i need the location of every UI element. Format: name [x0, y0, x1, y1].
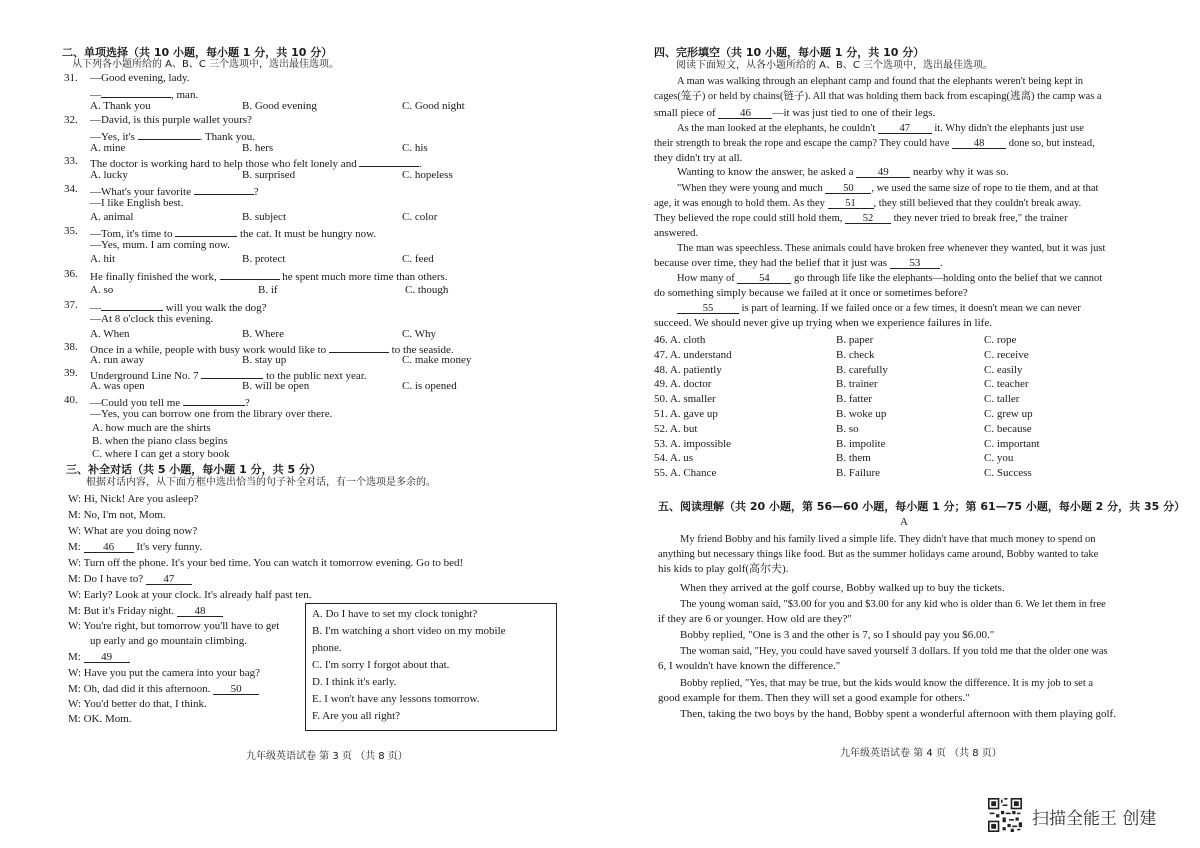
- cloze-option-52-b: B. so: [836, 422, 859, 435]
- cloze-line-6: they didn't try at all.: [654, 152, 743, 164]
- q31-line2: — , man.: [90, 86, 198, 102]
- reading-line-12: Then, taking the two boys by the hand, Bobby spent a wonderful afternoon with them playing golf.: [680, 708, 1116, 720]
- q32-line2: —Yes, it's . Thank you.: [90, 128, 255, 144]
- q40-line2: —Yes, you can borrow one from the library over there.: [90, 408, 333, 420]
- q35-option-b: B. protect: [242, 253, 286, 265]
- q33-line1: The doctor is working hard to help those who felt lonely and .: [90, 155, 422, 171]
- cloze-option-55-c: C. Success: [984, 467, 1032, 480]
- cloze-line-1: A man was walking through an elephant camp and found that the elephants weren't being kept in: [677, 76, 1084, 87]
- qr-code-icon: [988, 798, 1022, 832]
- section4-title: 四、完形填空（共 10 小题，每小题 1 分，共 10 分）: [654, 46, 925, 59]
- q31-option-b: B. Good evening: [242, 100, 317, 112]
- box-option-e: E. I won't have any lessons tomorrow.: [312, 693, 480, 705]
- box-option-a: A. Do I have to set my clock tonight?: [312, 608, 478, 620]
- cloze-line-10: They believed the rope could still hold them, 52 they never tried to break free," the trainer: [654, 213, 1068, 224]
- box-option-b-line2: phone.: [312, 642, 342, 654]
- cloze-option-53-a: 53. A. impossible: [654, 437, 732, 450]
- q35-option-a: A. hit: [90, 253, 116, 265]
- q37-option-a: A. When: [90, 328, 130, 340]
- q33-option-a: A. lucky: [90, 169, 128, 181]
- reading-line-10: Bobby replied, "Yes, that may be true, but the kids would know the difference. It is my job to set a: [680, 678, 1094, 689]
- cloze-line-15: do something simply because we failed at it once or sometimes before?: [654, 287, 968, 299]
- dialogue-line-1: W: Hi, Nick! Are you asleep?: [68, 493, 199, 505]
- cloze-option-48-a: 48. A. patiently: [654, 363, 722, 376]
- q35-option-c: C. feed: [402, 253, 434, 265]
- cloze-option-53-c: C. important: [984, 437, 1040, 450]
- box-option-f: F. Are you all right?: [312, 710, 401, 722]
- passage-a-label: A: [900, 516, 908, 528]
- q36-option-c: C. though: [405, 284, 449, 296]
- reading-line-2: anything but necessary things like food. But as the summer holidays came around, Bobby wanted to take: [658, 549, 1099, 560]
- cloze-option-52-a: 52. A. but: [654, 422, 698, 435]
- q37-number: 37.: [64, 299, 78, 311]
- dialogue-line-6: M: Do I have to? 47: [68, 573, 192, 586]
- q34-option-c: C. color: [402, 211, 438, 223]
- section2-title: 二、单项选择（共 10 小题，每小题 1 分，共 10 分）: [62, 46, 333, 59]
- q40-option-c: C. where I can get a story book: [92, 448, 230, 460]
- q33-option-b: B. surprised: [242, 169, 296, 181]
- dialogue-line-5: W: Turn off the phone. It's your bed time. You can watch it tomorrow evening. Go to bed!: [68, 557, 464, 569]
- dialogue-line-2: M: No, I'm not, Mom.: [68, 509, 166, 521]
- cloze-option-51-a: 51. A. gave up: [654, 408, 718, 420]
- cloze-line-12: The man was speechless. These animals could have broken free whenever they wanted, but it was just: [677, 243, 1106, 254]
- cloze-option-54-b: B. them: [836, 452, 871, 465]
- box-option-c: C. I'm sorry I forgot about that.: [312, 659, 450, 671]
- q36-number: 36.: [64, 268, 78, 280]
- q31-option-c: C. Good night: [402, 100, 465, 112]
- cloze-option-48-c: C. easily: [984, 363, 1023, 376]
- q34-number: 34.: [64, 183, 78, 195]
- cloze-option-50-b: B. fatter: [836, 393, 873, 406]
- cloze-option-50-c: C. taller: [984, 393, 1020, 406]
- cloze-line-7: Wanting to know the answer, he asked a 49 nearby why it was so.: [677, 166, 1009, 178]
- cloze-option-55-b: B. Failure: [836, 467, 880, 480]
- section3-title: 三、补全对话（共 5 小题，每小题 1 分，共 5 分）: [66, 463, 321, 476]
- q31-number: 31.: [64, 72, 78, 84]
- cloze-line-16: 55 is part of learning. If we failed once or a few times, it doesn't mean we can never: [677, 302, 1081, 315]
- q35-line1: —Tom, it's time to the cat. It must be hungry now.: [90, 225, 376, 241]
- q38-option-b: B. stay up: [242, 354, 287, 366]
- section4-instruction: 阅读下面短文，从各小题所给的 A、B、C 三个选项中，选出最佳选项。: [676, 60, 994, 71]
- dialogue-line-12: M: Oh, dad did it this afternoon. 50: [68, 683, 259, 696]
- options-box: [305, 603, 557, 731]
- dialogue-line-10: M: 49: [68, 651, 130, 664]
- cloze-line-11: answered.: [654, 227, 699, 239]
- q40-option-a: A. how much are the shirts: [92, 422, 211, 434]
- q40-option-b: B. when the piano class begins: [92, 435, 228, 447]
- q39-line1: Underground Line No. 7 to the public next year.: [90, 367, 367, 383]
- watermark-text: 扫描全能王 创建: [1032, 809, 1157, 829]
- q38-option-c: C. make money: [402, 354, 472, 366]
- reading-line-9: 6, I wouldn't have known the difference.": [658, 660, 841, 672]
- q32-option-a: A. mine: [90, 142, 126, 154]
- q36-line1: He finally finished the work, he spent much more time than others.: [90, 268, 448, 284]
- dialogue-line-11: W: Have you put the camera into your bag?: [68, 667, 261, 679]
- cloze-line-17: succeed. We should never give up trying when we experience failures in life.: [654, 317, 992, 329]
- q39-number: 39.: [64, 367, 78, 379]
- q32-option-b: B. hers: [242, 142, 274, 154]
- cloze-option-47-c: C. receive: [984, 348, 1029, 361]
- q37-option-c: C. Why: [402, 328, 437, 340]
- right-page-footer: 九年级英语试卷 第 4 页 （共 8 页）: [840, 748, 1002, 759]
- q37-line1: — will you walk the dog?: [90, 299, 267, 315]
- box-option-d: D. I think it's early.: [312, 676, 397, 688]
- dialogue-line-8: M: But it's Friday night. 48: [68, 605, 223, 618]
- cloze-option-51-b: B. woke up: [836, 408, 887, 420]
- box-option-b-line1: B. I'm watching a short video on my mobile: [312, 625, 506, 637]
- reading-line-1: My friend Bobby and his family lived a simple life. They didn't have that much money to spend on: [680, 534, 1096, 545]
- q38-line1: Once in a while, people with busy work would like to to the seaside.: [90, 341, 454, 357]
- q35-line2: —Yes, mum. I am coming now.: [90, 239, 230, 251]
- section5-title: 五、阅读理解（共 20 小题，第 56—60 小题，每小题 1 分；第 61—75 小题，每小题 2 分，共 35 分）: [658, 500, 1186, 513]
- section2-instruction: 从下列各小题所给的 A、B、C 三个选项中，选出最佳选项。: [72, 59, 340, 70]
- q31-option-a: A. Thank you: [90, 100, 151, 112]
- cloze-option-49-b: B. trainer: [836, 378, 878, 391]
- cloze-line-5: their strength to break the rope and escape the camp? They could have 48 done so, but instead,: [654, 138, 1095, 149]
- cloze-line-8: "When they were young and much 50 , we used the same size of rope to tie them, and at that: [677, 183, 1099, 194]
- reading-line-7: Bobby replied, "One is 3 and the other is 7, so I should pay you $6.00.": [680, 629, 995, 641]
- q33-option-c: C. hopeless: [402, 169, 453, 181]
- q35-number: 35.: [64, 225, 78, 237]
- q39-option-a: A. was open: [90, 380, 145, 392]
- cloze-option-51-c: C. grew up: [984, 408, 1033, 420]
- cloze-option-52-c: C. because: [984, 422, 1032, 435]
- cloze-option-55-a: 55. A. Chance: [654, 467, 717, 480]
- cloze-option-54-c: C. you: [984, 452, 1014, 465]
- q34-line2: —I like English best.: [90, 197, 184, 209]
- cloze-line-4: As the man looked at the elephants, he couldn't 47 it. Why didn't the elephants just use: [677, 123, 1084, 134]
- cloze-option-49-a: 49. A. doctor: [654, 378, 712, 391]
- section3-instruction: 根据对话内容，从下面方框中选出恰当的句子补全对话，有一个选项是多余的。: [86, 477, 436, 488]
- reading-line-6: if they are 6 or younger. How old are they?": [658, 613, 852, 625]
- cloze-line-3: small piece of 46 —it was just tied to one of their legs.: [654, 107, 936, 119]
- reading-line-3: his kids to play golf(高尔夫).: [658, 563, 789, 575]
- q34-option-a: A. animal: [90, 211, 134, 223]
- dialogue-line-9b: up early and go mountain climbing.: [90, 635, 248, 647]
- q37-option-b: B. Where: [242, 328, 284, 340]
- cloze-line-2: cages(笼子) or held by chains(链子). All that was holding them back from escaping(逃离) the camp was a: [654, 91, 1102, 102]
- cloze-option-50-a: 50. A. smaller: [654, 393, 716, 406]
- q34-option-b: B. subject: [242, 211, 286, 223]
- q32-option-c: C. his: [402, 142, 428, 154]
- q33-number: 33.: [64, 155, 78, 167]
- dialogue-line-3: W: What are you doing now?: [68, 525, 198, 537]
- left-page-footer: 九年级英语试卷 第 3 页 （共 8 页）: [246, 751, 408, 762]
- cloze-line-13: because over time, they had the belief that it just was 53 .: [654, 257, 943, 269]
- q34-line1: —What's your favorite ?: [90, 183, 259, 199]
- q32-line1: —David, is this purple wallet yours?: [90, 114, 252, 126]
- q38-number: 38.: [64, 341, 78, 353]
- right-page: [600, 0, 1200, 848]
- q39-option-b: B. will be open: [242, 380, 310, 392]
- dialogue-line-9a: W: You're right, but tomorrow you'll have to get: [68, 620, 280, 632]
- reading-line-8: The woman said, "Hey, you could have saved yourself 3 dollars. If you told me that the older one was: [680, 646, 1108, 657]
- cloze-option-47-a: 47. A. understand: [654, 348, 732, 361]
- cloze-option-54-a: 54. A. us: [654, 452, 694, 465]
- q31-line1: —Good evening, lady.: [90, 72, 190, 84]
- cloze-option-48-b: B. carefully: [836, 363, 888, 376]
- cloze-line-14: How many of 54 go through life like the elephants—holding onto the belief that we cannot: [677, 273, 1103, 284]
- dialogue-line-4: M: 46 It's very funny.: [68, 541, 203, 553]
- cloze-option-53-b: B. impolite: [836, 437, 886, 450]
- cloze-option-46-a: 46. A. cloth: [654, 334, 706, 346]
- q37-line2: —At 8 o'clock this evening.: [90, 313, 214, 325]
- q36-option-b: B. if: [258, 284, 278, 296]
- reading-line-11: good example for them. Then they will set a good example for others.": [658, 692, 970, 704]
- reading-line-4: When they arrived at the golf course, Bobby walked up to buy the tickets.: [680, 582, 1005, 594]
- q36-option-a: A. so: [90, 284, 114, 296]
- dialogue-line-13: W: You'd better do that, I think.: [68, 698, 207, 710]
- scanner-watermark: [988, 798, 1188, 834]
- cloze-option-47-b: B. check: [836, 348, 875, 361]
- cloze-option-46-b: B. paper: [836, 334, 874, 346]
- q40-number: 40.: [64, 394, 78, 406]
- cloze-option-46-c: C. rope: [984, 334, 1017, 346]
- reading-line-5: The young woman said, "$3.00 for you and $3.00 for any kid who is older than 6. We let them in free: [680, 599, 1106, 610]
- cloze-line-9: age, it was enough to hold them. As they 51 , they still believed that they couldn't break away.: [654, 198, 1082, 209]
- q39-option-c: C. is opened: [402, 380, 457, 392]
- dialogue-line-14: M: OK. Mom.: [68, 713, 132, 725]
- q32-number: 32.: [64, 114, 78, 126]
- dialogue-line-7: W: Early? Look at your clock. It's already half past ten.: [68, 589, 312, 601]
- q40-line1: —Could you tell me ?: [90, 394, 250, 410]
- q38-option-a: A. run away: [90, 354, 145, 366]
- cloze-option-49-c: C. teacher: [984, 378, 1029, 391]
